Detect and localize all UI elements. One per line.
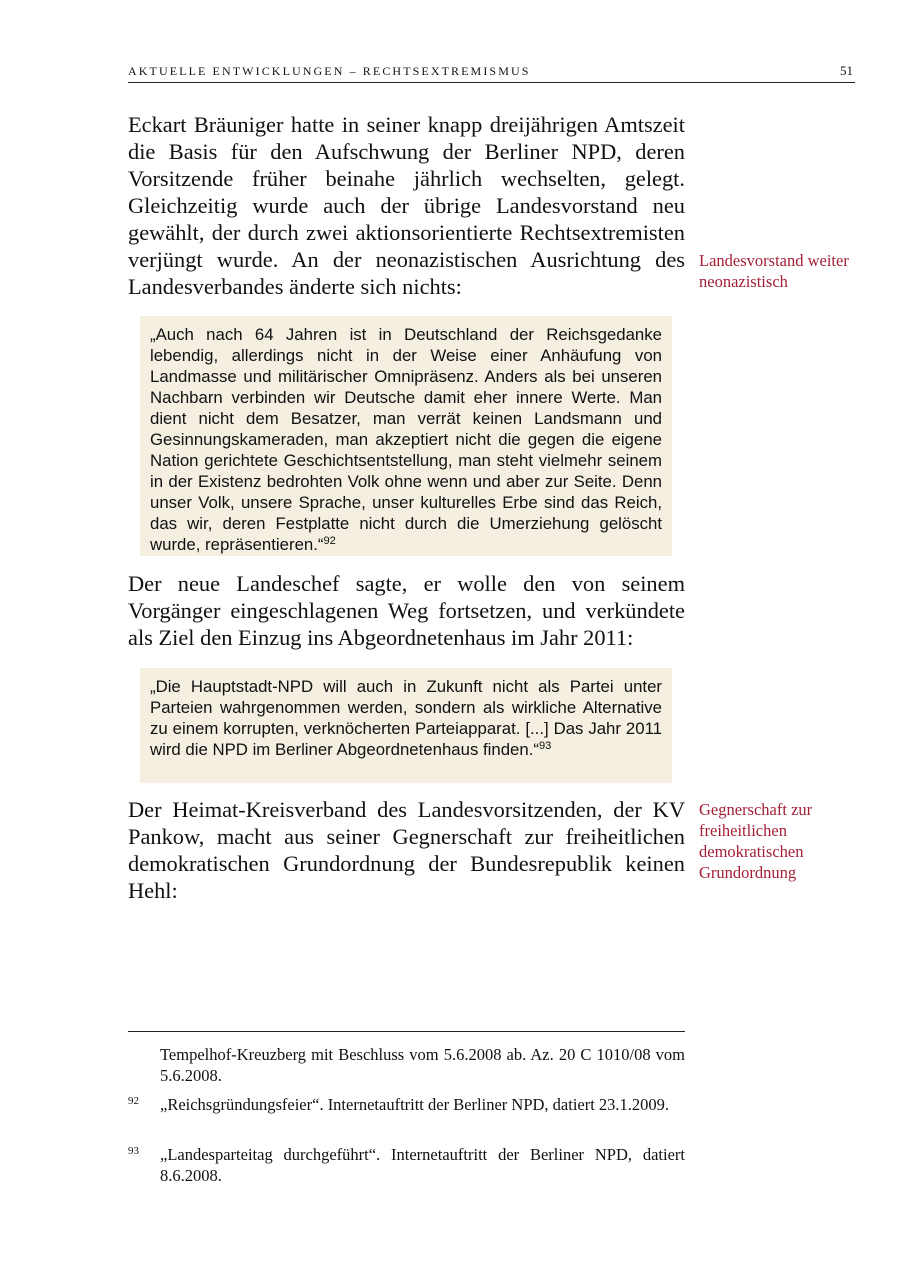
quote-text xyxy=(150,676,662,760)
footnote-separator xyxy=(128,1031,685,1032)
footnote-number: 92 xyxy=(128,1095,139,1107)
footnote-number: 93 xyxy=(128,1145,139,1157)
footnote-92 xyxy=(128,1094,685,1115)
footnote-continuation xyxy=(128,1044,685,1086)
body-paragraph-2: Der neue Landeschef sagte, er wolle den von seinem Vorgänger eingeschlagenen Weg fortsetzen, und verkündete als Ziel den Einzug ins Abgeordnetenhaus im Jahr 2011: xyxy=(128,571,685,650)
footnote-text: Tempelhof-Kreuzberg mit Beschluss vom 5.6.2008 ab. Az. 20 C 1010/08 vom 5.6.2008. xyxy=(160,1045,685,1085)
page-number: 51 xyxy=(840,63,853,78)
footnote-text: „Reichsgründungsfeier“. Internetauftritt der Berliner NPD, datiert 23.1.2009. xyxy=(160,1095,670,1114)
margin-note-landesvorstand: Landesvorstand weiter neonazistisch xyxy=(699,251,849,291)
quote-box-reichsgedanke xyxy=(140,316,672,556)
quote-body: „Die Hauptstadt-NPD will auch in Zukunft nicht als Partei unter Parteien wahrgenommen werden, sondern als wirkliche Alternative zu einem korrupten, verknöcherten Parteiapparat. [...] Das Jahr 2011 wird die NPD im Berliner Abgeordnetenhaus finden.“ xyxy=(150,677,662,759)
quote-body: „Auch nach 64 Jahren ist in Deutschland der Reichsgedanke lebendig, allerdings nicht in der Weise einer Anhäufung von Landmasse und militärischer Omnipräsenz. Anders als bei unseren Nachbarn verbinden wir Deutsche damit eher innere Werte. Man dient nicht dem Besatzer, man verrät keinen Landsmann und Gesinnungskameraden, man akzeptiert nicht die gegen die eigene Nation gerichtete Geschichtsentstellung, man steht vielmehr seinem in der Existenz bedrohten Volk ohne wenn und aber zur Seite. Denn unser Volk, unsere Sprache, unser kulturelles Erbe sind das Reich, das wir, deren Festplatte nicht durch die Umerziehung gelöscht wurde, repräsentieren.“ xyxy=(150,325,662,554)
body-paragraph-1: Eckart Bräuniger hatte in seiner knapp dreijährigen Amtszeit die Basis für den Aufschwung der Berliner NPD, deren Vorsitzende früher beinahe jährlich wechselten, gelegt. Gleichzeitig wurde auch der übrige Landesvorstand neu gewählt, der durch zwei aktionsorientierte Rechtsextremisten verjüngt wurde. An der neonazistischen Ausrichtung des Landesverbandes änderte sich nichts: xyxy=(128,112,685,299)
footnote-text: „Landesparteitag durchgeführt“. Internetauftritt der Berliner NPD, datiert 8.6.2008. xyxy=(160,1145,685,1185)
footnote-93 xyxy=(128,1144,685,1186)
footnote-ref-92: 92 xyxy=(323,534,336,547)
running-title: AKTUELLE ENTWICKLUNGEN – RECHTSEXTREMISMUS xyxy=(128,64,531,78)
running-header xyxy=(128,62,855,83)
body-paragraph-3: Der Heimat-Kreisverband des Landesvorsitzenden, der KV Pankow, macht aus seiner Gegnerschaft zur freiheitlichen demokratischen Grundordnung der Bundesrepublik keinen Hehl: xyxy=(128,797,685,903)
quote-box-hauptstadt-npd xyxy=(140,668,672,783)
quote-text xyxy=(150,324,662,555)
footnote-ref-93: 93 xyxy=(538,739,552,752)
margin-note-gegnerschaft: Gegnerschaft zur freiheitlichen demokratischen Grundordnung xyxy=(699,800,813,882)
